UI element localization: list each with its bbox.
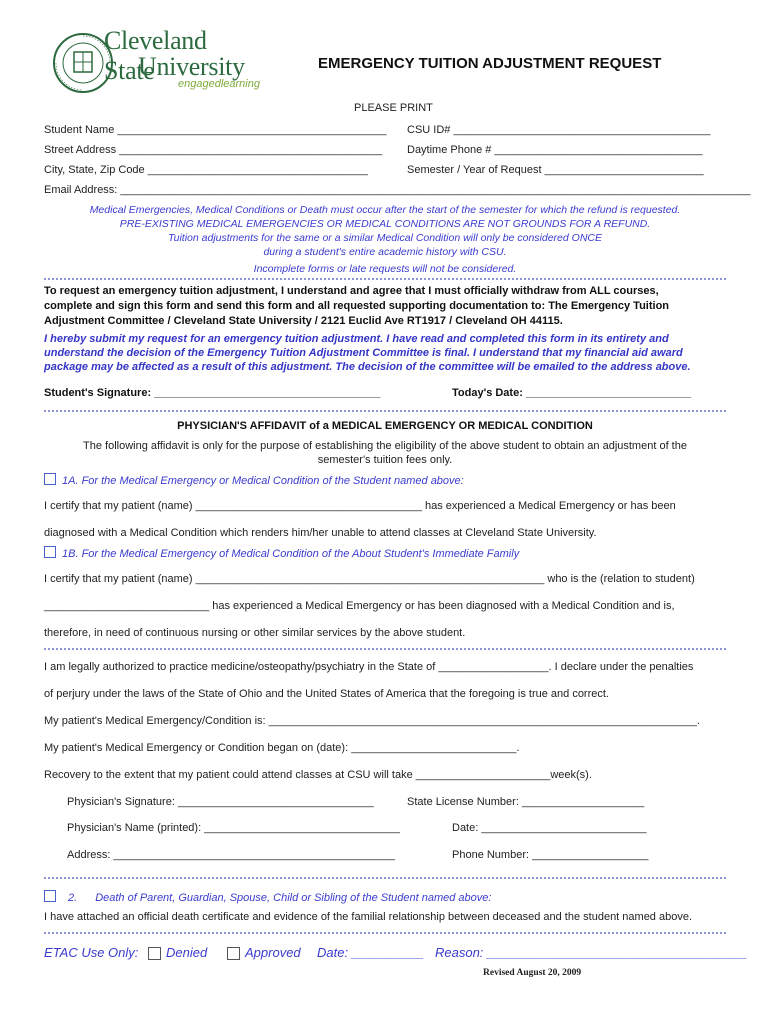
option-1b[interactable] bbox=[44, 546, 519, 560]
certify-patient-1b-cont: therefore, in need of continuous nursing or other similar services by the above student. bbox=[44, 627, 466, 639]
student-signature-field[interactable]: Student's Signature: _____________________________________ bbox=[44, 387, 381, 399]
submit-text: I hereby submit my request for an emergency tuition adjustment. I have read and completed this form in its entirety and bbox=[44, 333, 669, 345]
divider bbox=[44, 278, 726, 280]
denied-label: Denied bbox=[166, 945, 208, 960]
notice-line: Medical Emergencies, Medical Conditions or Death must occur after the start of the semester for which the refund is requested. bbox=[89, 204, 681, 216]
daytime-phone-field[interactable]: Daytime Phone # __________________________________ bbox=[407, 144, 703, 156]
relation-field[interactable]: ___________________________ has experienced a Medical Emergency or has been diagnosed with a Medical Condition and is, bbox=[44, 600, 675, 612]
condition-field[interactable]: My patient's Medical Emergency/Condition is: ______________________________________________________________________. bbox=[44, 715, 700, 727]
logo-text-line2: University bbox=[138, 52, 245, 81]
revised-date: Revised August 20, 2009 bbox=[483, 968, 582, 978]
physician-phone-field[interactable]: Phone Number: ___________________ bbox=[452, 849, 649, 861]
todays-date-field[interactable]: Today's Date: ___________________________ bbox=[452, 387, 692, 399]
student-name-field[interactable]: Student Name ____________________________________________ bbox=[44, 124, 387, 136]
city-state-zip-field[interactable]: City, State, Zip Code ____________________________________ bbox=[44, 164, 368, 176]
option-2-label: Death of Parent, Guardian, Spouse, Child or Sibling of the Student named above: bbox=[95, 892, 492, 904]
affidavit-intro: semester's tuition fees only. bbox=[317, 454, 453, 466]
form-title: EMERGENCY TUITION ADJUSTMENT REQUEST bbox=[318, 55, 662, 72]
option-2[interactable] bbox=[44, 890, 491, 904]
physician-address-field[interactable]: Address: ______________________________________________ bbox=[67, 849, 395, 861]
tagline-part-a: engaged bbox=[178, 78, 221, 90]
etac-label: ETAC Use Only: bbox=[44, 945, 139, 960]
notice-line: Tuition adjustments for the same or a similar Medical Condition will only be considered ONCE bbox=[168, 232, 602, 244]
submit-text: package may be affected as a result of this adjustment. The decision of the committee will be emailed to the address above. bbox=[44, 361, 691, 373]
notice-line: PRE-EXISTING MEDICAL EMERGENCIES OR MEDICAL CONDITIONS ARE NOT GROUNDS FOR A REFUND. bbox=[119, 218, 651, 230]
logo-tagline bbox=[178, 78, 260, 90]
physician-signature-field[interactable]: Physician's Signature: ________________________________ bbox=[67, 796, 374, 808]
license-number-field[interactable]: State License Number: ____________________ bbox=[407, 796, 645, 808]
checkbox-1b[interactable] bbox=[44, 546, 56, 558]
approved-label: Approved bbox=[245, 945, 301, 960]
physician-name-field[interactable]: Physician's Name (printed): ________________________________ bbox=[67, 822, 400, 834]
began-date-field[interactable]: My patient's Medical Emergency or Condition began on (date): ___________________________. bbox=[44, 742, 520, 754]
divider bbox=[44, 410, 726, 412]
certify-patient-1a[interactable]: I certify that my patient (name) _____________________________________ has experienced a Medical Emergency or has been bbox=[44, 500, 676, 512]
email-field[interactable]: Email Address: _______________________________________________________________________________________________________ bbox=[44, 184, 751, 196]
certify-patient-1a-cont: diagnosed with a Medical Condition which renders him/her unable to attend classes at Cleveland State University. bbox=[44, 527, 597, 539]
etac-reason-field[interactable]: Reason: ____________________________________ bbox=[435, 945, 748, 960]
approved-checkbox[interactable] bbox=[227, 947, 240, 960]
death-attestation: I have attached an official death certificate and evidence of the familial relationship between deceased and the student named above. bbox=[44, 911, 693, 923]
request-text: Adjustment Committee / Cleveland State University / 2121 Euclid Ave RT1917 / Cleveland OH 44115. bbox=[44, 315, 563, 327]
semester-year-field[interactable]: Semester / Year of Request __________________________ bbox=[407, 164, 704, 176]
divider bbox=[44, 932, 726, 934]
request-text: complete and sign this form and send this form and all requested supporting documentation to: The Emergency Tuition bbox=[44, 300, 670, 312]
option-1a-label: 1A. For the Medical Emergency or Medical Condition of the Student named above: bbox=[62, 475, 464, 487]
affidavit-heading: PHYSICIAN'S AFFIDAVIT of a MEDICAL EMERGENCY OR MEDICAL CONDITION bbox=[177, 420, 593, 432]
please-print-label: PLEASE PRINT bbox=[354, 102, 433, 114]
physician-date-field[interactable]: Date: ___________________________ bbox=[452, 822, 647, 834]
submit-text: understand the decision of the Emergency Tuition Adjustment Committee is final. I understand that my financial aid award bbox=[44, 347, 683, 359]
option-1b-label: 1B. For the Medical Emergency of Medical Condition of the About Student's Immediate Family bbox=[62, 548, 520, 560]
perjury-declaration: of perjury under the laws of the State of Ohio and the United States of America that the foregoing is true and correct. bbox=[44, 688, 609, 700]
street-address-field[interactable]: Street Address ___________________________________________ bbox=[44, 144, 383, 156]
request-text: To request an emergency tuition adjustment, I understand and agree that I must officially withdraw from ALL courses, bbox=[44, 285, 659, 297]
option-2-number: 2. bbox=[68, 892, 78, 904]
option-1a[interactable] bbox=[44, 473, 464, 487]
denied-checkbox[interactable] bbox=[148, 947, 161, 960]
tagline-part-b: learning bbox=[220, 78, 260, 90]
divider bbox=[44, 877, 726, 879]
certify-patient-1b[interactable]: I certify that my patient (name) _________________________________________________________ who is the (relation to student) bbox=[44, 573, 695, 585]
notice-line: Incomplete forms or late requests will not be considered. bbox=[253, 263, 517, 275]
logo-text-line1: Cleveland State bbox=[104, 26, 207, 85]
legal-authorization[interactable]: I am legally authorized to practice medicine/osteopathy/psychiatry in the State of __________________. I declare under the penalties bbox=[44, 661, 694, 673]
recovery-field[interactable]: Recovery to the extent that my patient could attend classes at CSU will take ______________________week(s). bbox=[44, 769, 592, 781]
notice-line: during a student's entire academic history with CSU. bbox=[263, 246, 507, 258]
etac-date-field[interactable]: Date: __________ bbox=[317, 945, 424, 960]
checkbox-1a[interactable] bbox=[44, 473, 56, 485]
affidavit-intro: The following affidavit is only for the purpose of establishing the eligibility of the above student to obtain an adjustment of the bbox=[83, 440, 687, 452]
university-logo bbox=[48, 26, 260, 98]
divider bbox=[44, 648, 726, 650]
checkbox-2[interactable] bbox=[44, 890, 56, 902]
csu-id-field[interactable]: CSU ID# __________________________________________ bbox=[407, 124, 711, 136]
